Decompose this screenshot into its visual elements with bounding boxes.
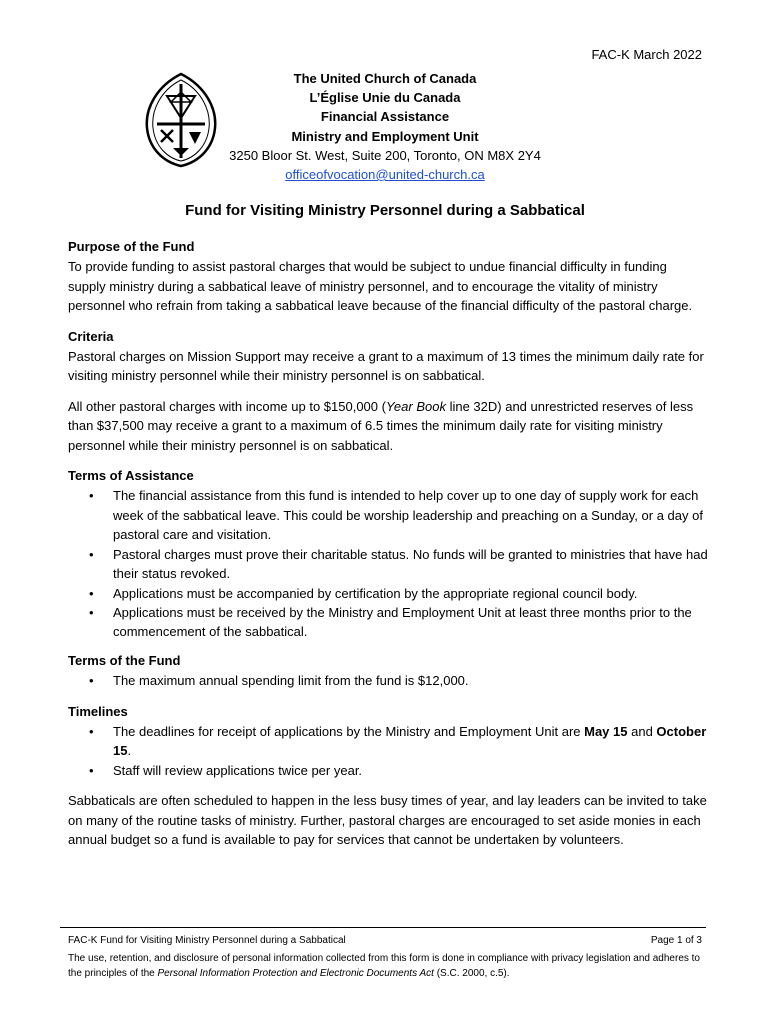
criteria-heading: Criteria: [68, 328, 114, 344]
terms-fund-list: [68, 671, 708, 690]
list-item: • The maximum annual spending limit from the fund is $12,000.: [89, 673, 469, 689]
letterhead: [0, 69, 770, 184]
page-number: Page 1 of 3: [650, 935, 702, 946]
terms-assistance-list: [68, 486, 708, 641]
footer-divider: [60, 927, 706, 928]
criteria-paragraph-1: Pastoral charges on Mission Support may receive a grant to a maximum of 13 times the minimum daily rate for visiting ministry personnel while their ministry personnel is on sabbatical.: [68, 349, 704, 384]
list-item: • Staff will review applications twice per year.: [89, 762, 363, 778]
org-name-en: The United Church of Canada: [293, 71, 477, 86]
terms-assistance-heading: Terms of Assistance: [68, 468, 194, 484]
org-name-fr: L’Église Unie du Canada: [309, 90, 461, 106]
unit-name: Ministry and Employment Unit: [291, 128, 479, 144]
address: 3250 Bloor St. West, Suite 200, Toronto, ON M8X 2Y4: [229, 147, 541, 163]
list-item: • Pastoral charges must prove their charitable status. No funds will be granted to ministries that have had their status revoked.: [89, 546, 708, 582]
document-body: [68, 237, 708, 849]
page-title: Fund for Visiting Ministry Personnel during a Sabbatical: [185, 202, 585, 219]
list-item: • Applications must be accompanied by certification by the appropriate regional council body.: [89, 585, 638, 601]
footer-form-title: FAC-K Fund for Visiting Ministry Personnel during a Sabbatical: [68, 935, 346, 946]
email-link[interactable]: officeofvocation@united-church.ca: [285, 167, 485, 183]
criteria-paragraph-2: All other pastoral charges with income up to $150,000 (Year Book line 32D) and unrestricted reserves of less than $37,500 may receive a grant to a maximum of 6.5 times the minimum daily rate for visiting ministry personnel while their ministry personnel is on sabbatical.: [68, 398, 694, 453]
purpose-text: To provide funding to assist pastoral charges that would be subject to undue financial difficulty in funding supply ministry during a sabbatical leave of ministry personnel, and to encourage the vitality of ministry personnel who refrain from taking a sabbatical leave because of the financial difficulty of the pastoral charge.: [68, 259, 693, 314]
timelines-list: [68, 722, 708, 780]
timelines-heading: Timelines: [68, 703, 128, 719]
list-item: • The financial assistance from this fund is intended to help cover up to one day of supply work for each week of the sabbatical leave. This could be worship leadership and preaching on a Sunday, or a day of pastoral care and visitation.: [89, 488, 703, 543]
list-item: • The deadlines for receipt of applications by the Ministry and Employment Unit are May 15 and October 15.: [89, 723, 707, 759]
purpose-heading: Purpose of the Fund: [68, 239, 195, 254]
list-item: • Applications must be received by the Ministry and Employment Unit at least three months prior to the commencement of the sabbatical.: [89, 604, 692, 640]
document-reference: FAC-K March 2022: [591, 47, 702, 62]
terms-fund-heading: Terms of the Fund: [68, 652, 181, 668]
department: Financial Assistance: [320, 109, 450, 125]
privacy-notice: The use, retention, and disclosure of personal information collected from this form is done in compliance with privacy legislation and adheres to the principles of the Personal Information Protection and Electronic Documents Act (S.C. 2000, c.5).: [68, 953, 700, 979]
closing-paragraph: Sabbaticals are often scheduled to happen in the less busy times of year, and lay leaders can be invited to take on many of the routine tasks of ministry. Further, pastoral charges are encouraged to set aside monies in each annual budget so a fund is available to pay for services that cannot be undertaken by volunteers.: [68, 793, 707, 847]
